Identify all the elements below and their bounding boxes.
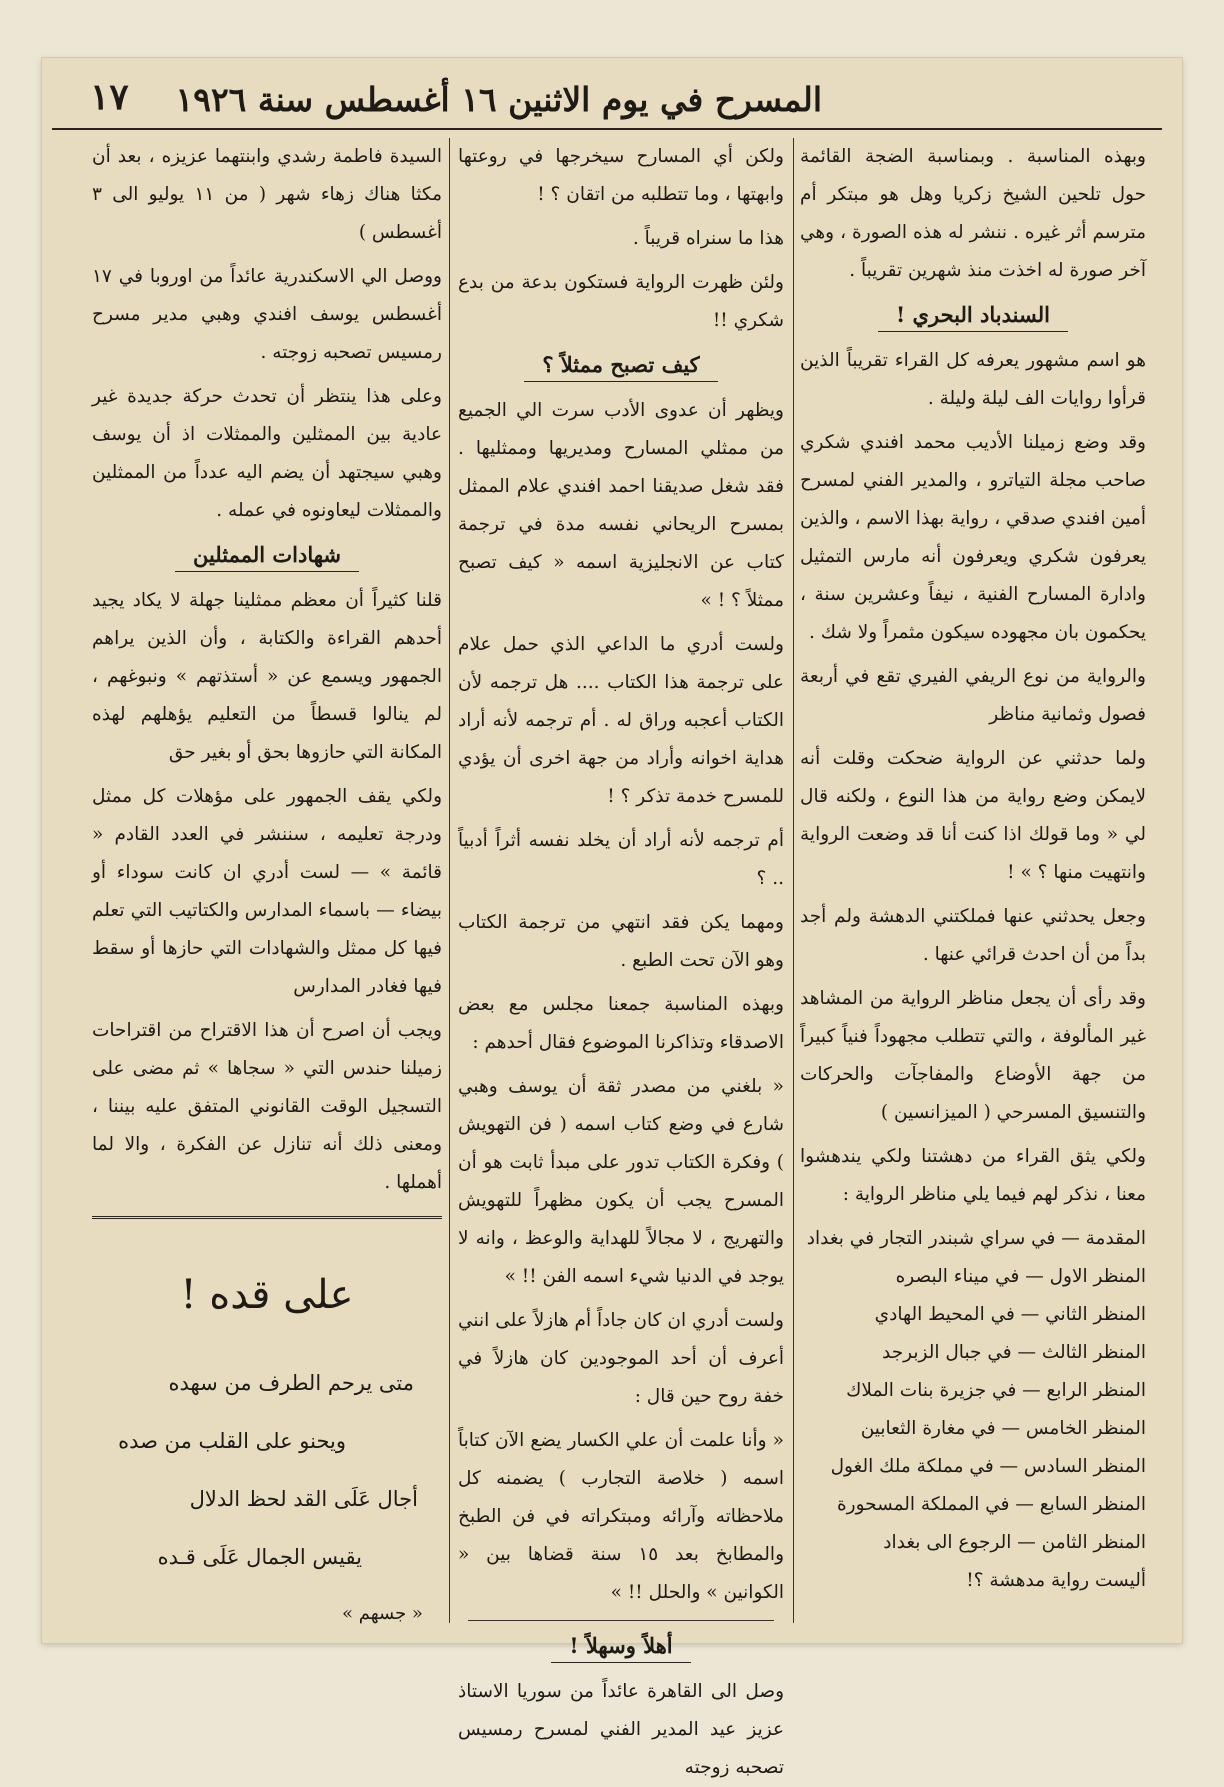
article-paragraph: ويجب أن اصرح أن هذا الاقتراح من اقتراحات زميلنا حندس التي « سجاها » ثم مضى على التسجيل الوقت القانوني المتفق عليه بيننا ، ومعنى ذلك أنه تنازل عن الفكرة ، والا لما أهملها .	[92, 1020, 442, 1193]
article-paragraph: وصل الى القاهرة عائداً من سوريا الاستاذ عزيز عيد المدير الفني لمسرح رمسيس تصحبه زوجته	[458, 1681, 784, 1778]
section-title-sindbad	[800, 298, 1146, 332]
scene-list	[800, 1220, 1146, 1562]
article-paragraph: هو اسم مشهور يعرفه كل القراء تقريباً الذين قرأوا روايات الف ليلة وليلة .	[800, 350, 1146, 409]
article-paragraph: ووصل الي الاسكندرية عائداً من اوروبا في ١٧ أغسطس يوسف افندي وهبي مدير مسرح رمسيس تصحبه زوجته .	[92, 266, 442, 363]
column-divider	[793, 138, 794, 1623]
section-title-text: السندباد البحري !	[878, 302, 1068, 332]
page-number: ١٧	[90, 76, 129, 118]
section-title-welcome	[458, 1629, 784, 1663]
article-paragraph: قلنا كثيراً أن معظم ممثلينا جهلة لا يكاد يجيد أحدهم القراءة والكتابة ، وأن الذين يراهم الجمهور ويسمع عن « أستذتهم » ونبوغهم ، لم ينالوا قسطاً من التعليم يؤهلهم لهذه المكانة التي حازوها بحق أو بغير حق	[92, 590, 442, 763]
column-middle	[458, 138, 785, 1778]
poem-signature: « جسهم »	[342, 1603, 423, 1624]
scene-item: المنظر الخامس — في مغارة الثعابين	[860, 1418, 1146, 1439]
article-quote: « وأنا علمت أن علي الكسار يضع الآن كتاباً اسمه ( خلاصة التجارب ) يضمنه كل ملاحظاته وآرائه ومبتكراته في فن الطبخ والمطابخ بعد ١٥ سنة قضاها بين « الكوانين » والحلل !! »	[458, 1430, 785, 1603]
header-rule	[52, 128, 1162, 130]
article-paragraph: وقد رأى أن يجعل مناظر الرواية من المشاهد غير المألوفة ، والتي تتطلب مجهوداً فنياً كبيراً من جهة الأوضاع والمفاجآت والحركات والتنسيق المسرحي ( الميزانسين )	[800, 988, 1146, 1123]
poem-line: أجال عَلَى القد لحظ الدلال	[189, 1487, 418, 1511]
scene-item: المنظر الثالث — في جبال الزبرجد	[882, 1342, 1146, 1363]
article-quote: « بلغني من مصدر ثقة أن يوسف وهبي شارع في وضع كتاب اسمه ( فن التهويش ) وفكرة الكتاب تدور على مبدأ ثابت هو أن المسرح يجب أن يكون مظهراً للتهويش والتهريج ، لا مجالاً للهداية والوعظ ، وانه لا يوجد في الدنيا شيء اسمه الفن !! »	[458, 1076, 784, 1287]
article-paragraph: ويظهر أن عدوى الأدب سرت الي الجميع من ممثلي المسارح ومديريها وممثليها . فقد شغل صديقنا احمد افندي علام الممثل بمسرح الريحاني نفسه مدة في ترجمة كتاب عن الانجليزية اسمه « كيف تصبح ممثلاً ؟ ! »	[458, 400, 784, 611]
scene-item: المقدمة — في سراي شبندر التجار في بغداد	[806, 1228, 1146, 1249]
article-paragraph: ولست أدري ما الداعي الذي حمل علام على ترجمة هذا الكتاب .... هل ترجمه لأن الكتاب أعجبه وراق له . أم ترجمه لأنه أراد هداية اخوانه وأراد من جهة اخرى أن يؤدي للمسرح خدمة تذكر ؟ !	[458, 634, 784, 807]
article-paragraph: ومهما يكن فقد انتهي من ترجمة الكتاب وهو الآن تحت الطبع .	[458, 912, 784, 971]
section-title-actor	[458, 348, 784, 382]
column-left	[92, 138, 442, 1623]
poem-divider	[92, 1216, 442, 1219]
article-paragraph: السيدة فاطمة رشدي وابنتهما عزيزه ، بعد أن مكثا هناك زهاء شهر ( من ١١ يوليو الى ٣ أغسطس )	[92, 146, 442, 243]
page-header	[42, 58, 1182, 130]
article-paragraph: وبهذه المناسبة جمعنا مجلس مع بعض الاصدقاء وتذاكرنا الموضوع فقال أحدهم :	[458, 994, 784, 1053]
article-closing: أليست رواية مدهشة ؟!	[966, 1570, 1146, 1591]
header-title: المسرح في يوم الاثنين ١٦ أغسطس سنة ١٩٢٦	[175, 80, 822, 119]
scene-item: المنظر السابع — في المملكة المسحورة	[836, 1494, 1146, 1515]
section-title-text: كيف تصبح ممثلاً ؟	[524, 352, 717, 382]
section-title-certificates	[92, 538, 442, 572]
poem-line: ويحنو على القلب من صده	[118, 1429, 346, 1453]
scene-item: المنظر الاول — في ميناء البصره	[895, 1266, 1146, 1287]
scene-item: المنظر الثامن — الرجوع الى بغداد	[883, 1532, 1146, 1553]
section-divider	[468, 1620, 774, 1621]
article-paragraph: ولئن ظهرت الرواية فستكون بدعة من بدع شكري !!	[458, 272, 784, 331]
photo-caption-paragraph: وبهذه المناسبة . وبمناسبة الضجة القائمة حول تلحين الشيخ زكريا وهل هو مبتكر أم مترسم أثر غيره . ننشر له هذه الصورة ، وهي آخر صورة له اخذت منذ شهرين تقريباً .	[800, 146, 1146, 281]
column-right	[800, 138, 1146, 1623]
poem-line: يقيس الجمال عَلَى قـده	[157, 1545, 362, 1569]
section-title-text: أهلاً وسهلاً !	[551, 1633, 690, 1663]
article-paragraph: هذا ما سنراه قريباً .	[632, 228, 784, 249]
article-paragraph: وجعل يحدثني عنها فملكتني الدهشة ولم أجد بداً من أن احدث قرائي عنها .	[800, 906, 1146, 965]
newspaper-page	[42, 58, 1182, 1778]
article-paragraph: وعلى هذا ينتظر أن تحدث حركة جديدة غير عادية بين الممثلين والممثلات اذ أن يوسف وهبي سيجتهد أن يضم اليه عدداً من الممثلين والممثلات ليعاونوه في عمله .	[92, 386, 442, 521]
column-divider	[449, 138, 450, 1623]
article-paragraph: ولكي يقف الجمهور على مؤهلات كل ممثل ودرجة تعليمه ، سننشر في العدد القادم « قائمة » — لست أدري ان كانت سوداء أو بيضاء — باسماء المدارس والكتاتيب التي تعلم فيها كل ممثل والشهادات التي حازها أو سقط فيها فغادر المدارس	[92, 786, 442, 997]
article-paragraph: وقد وضع زميلنا الأديب محمد افندي شكري صاحب مجلة التياترو ، والمدير الفني لمسرح أمين افندي صدقي ، رواية بهذا الاسم ، والذين يعرفون شكري ويعرفون أنه مارس التمثيل وادارة المسارح الفنية ، نيفاً وعشرين سنة ، يحكمون بان مجهوده سيكون مثمراً ولا شك .	[800, 432, 1146, 643]
article-paragraph: ولكن أي المسارح سيخرجها في روعتها وابهتها ، وما تتطلبه من اتقان ؟ !	[458, 146, 784, 205]
section-title-text: شهادات الممثلين	[175, 542, 359, 572]
article-paragraph: ولما حدثني عن الرواية ضحكت وقلت أنه لايمكن وضع رواية من هذا النوع ، ولكنه قال لي « وما قولك اذا كنت أنا قد وضعت الرواية وانتهيت منها ؟ » !	[800, 748, 1146, 883]
scene-item: المنظر الثاني — في المحيط الهادي	[874, 1304, 1146, 1325]
poem-line: متى يرحم الطرف من سهده	[168, 1371, 414, 1395]
article-paragraph: ولكي يثق القراء من دهشتنا ولكي يندهشوا معنا ، نذكر لهم فيما يلي مناظر الرواية :	[800, 1146, 1146, 1205]
article-paragraph: أم ترجمه لأنه أراد أن يخلد نفسه أثراً أدبياً .. ؟	[458, 830, 784, 889]
article-paragraph: والرواية من نوع الريفي الفيري تقع في أربعة فصول وثمانية مناظر	[800, 666, 1146, 725]
scene-item: المنظر الرابع — في جزيرة بنات الملاك	[846, 1380, 1146, 1401]
poem-title: على قده !	[180, 1272, 354, 1318]
scene-item: المنظر السادس — في مملكة ملك الغول	[830, 1456, 1146, 1477]
article-paragraph: ولست أدري ان كان جاداً أم هازلاً على انني أعرف أن أحد الموجودين كان هازلاً في خفة روح حين قال :	[458, 1310, 784, 1407]
